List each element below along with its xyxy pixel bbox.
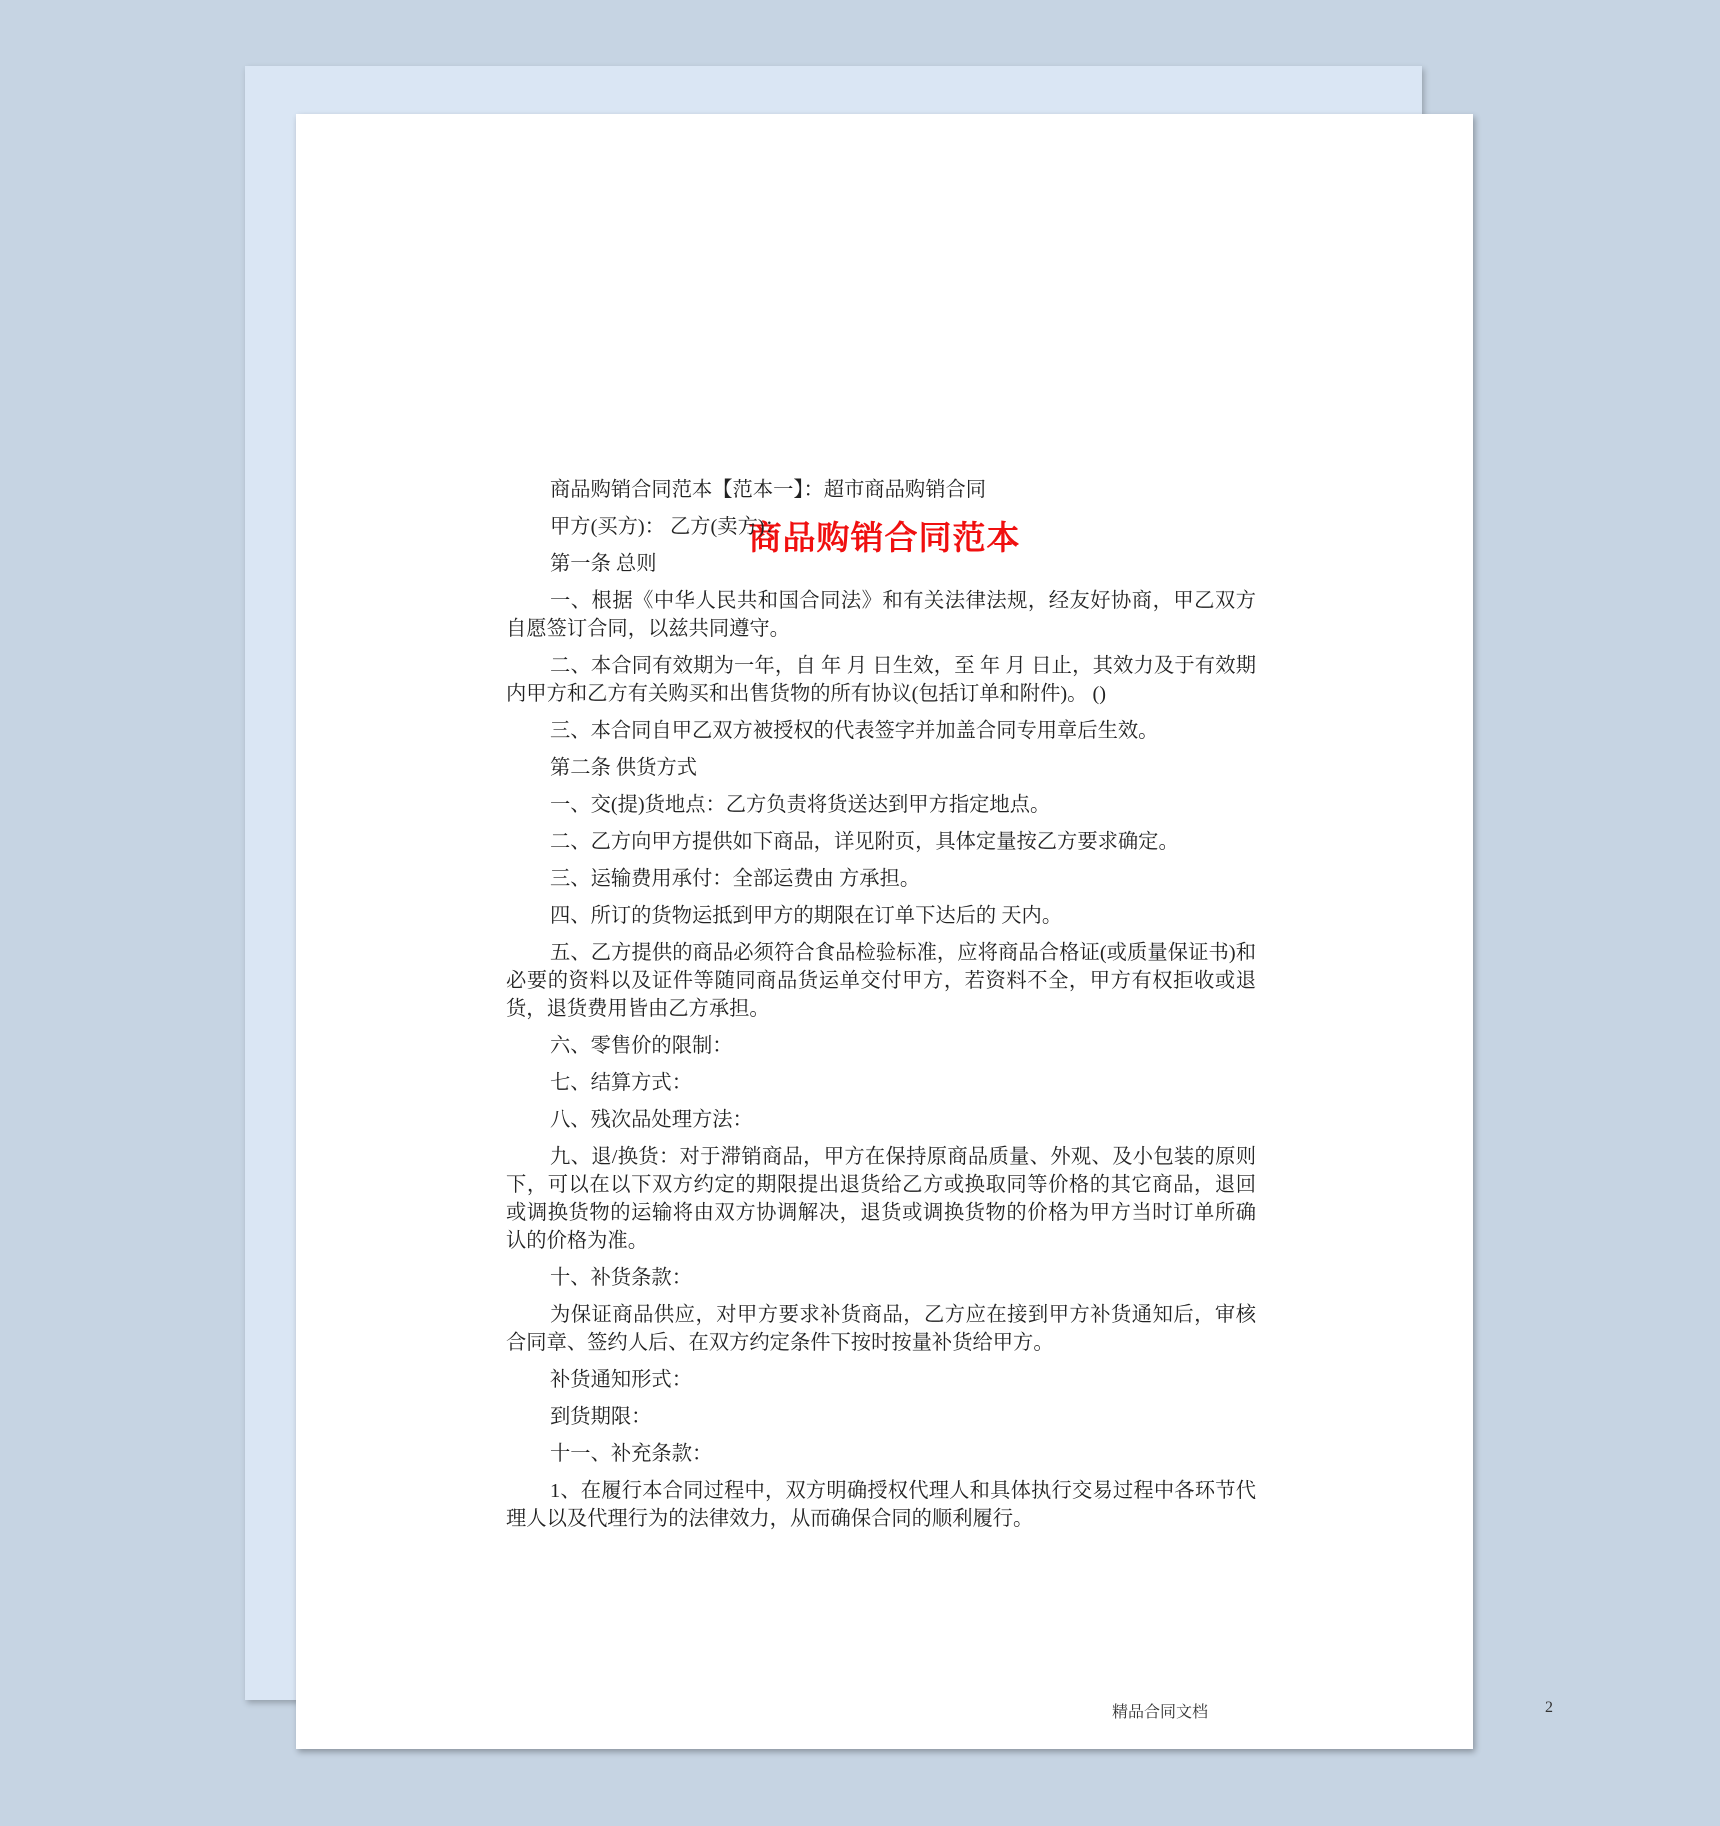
- paragraph: 十、补货条款：: [550, 1267, 692, 1289]
- paragraph: 第二条 供货方式: [550, 757, 698, 779]
- paragraph: 二、乙方向甲方提供如下商品，详见附页，具体定量按乙方要求确定。: [550, 831, 1179, 853]
- paragraph: 七、结算方式：: [550, 1072, 692, 1094]
- document-title: 商品购销合同范本: [748, 519, 1021, 556]
- paragraph: 1、在履行本合同过程中，双方明确授权代理人和具体执行交易过程中各环节代理人以及代理行为的法律效力，从而确保合同的顺利履行。: [506, 1480, 1256, 1530]
- paragraph: 十一、补充条款：: [550, 1443, 713, 1465]
- paragraph: 二、本合同有效期为一年，自 年 月 日生效，至 年 月 日止，其效力及于有效期内甲方和乙方有关购买和出售货物的所有协议(包括订单和附件)。 (): [506, 655, 1256, 705]
- paragraph: 八、残次品处理方法：: [550, 1109, 753, 1131]
- paragraph: 九、退/换货：对于滞销商品，甲方在保持原商品质量、外观、及小包装的原则下，可以在以下双方约定的期限提出退货给乙方或换取同等价格的其它商品，退回或调换货物的运输将由双方协调解决，退货或调换货物的价格为甲方当时订单所确认的价格为准。: [506, 1146, 1256, 1252]
- paragraph: 到货期限：: [550, 1406, 652, 1428]
- paragraph: 三、运输费用承付：全部运费由 方承担。: [550, 868, 921, 890]
- paragraph: 三、本合同自甲乙双方被授权的代表签字并加盖合同专用章后生效。: [550, 720, 1159, 742]
- paragraph: 四、所订的货物运抵到甲方的期限在订单下达后的 天内。: [550, 905, 1063, 927]
- paragraph: 一、交(提)货地点：乙方负责将货送达到甲方指定地点。: [550, 794, 1051, 816]
- page-number: 2: [1545, 1699, 1553, 1716]
- paragraph: 五、乙方提供的商品必须符合食品检验标准，应将商品合格证(或质量保证书)和必要的资料以及证件等随同商品货运单交付甲方，若资料不全，甲方有权拒收或退货，退货费用皆由乙方承担。: [506, 942, 1256, 1020]
- paragraph: 六、零售价的限制：: [550, 1035, 733, 1057]
- paragraph: 补货通知形式：: [550, 1369, 692, 1391]
- paragraph: 一、根据《中华人民共和国合同法》和有关法律法规，经友好协商，甲乙双方自愿签订合同，以兹共同遵守。: [506, 590, 1256, 640]
- document-body: [506, 476, 1256, 1542]
- paragraph: 为保证商品供应，对甲方要求补货商品，乙方应在接到甲方补货通知后，审核合同章、签约人后、在双方约定条件下按时按量补货给甲方。: [506, 1304, 1256, 1354]
- paragraph: 商品购销合同范本【范本一】：超市商品购销合同: [550, 479, 987, 501]
- paragraph: 第一条 总则: [550, 553, 657, 575]
- paragraph: 甲方(买方)： 乙方(卖方)：: [550, 516, 785, 538]
- page-footer: 精品合同文档: [1112, 1704, 1209, 1721]
